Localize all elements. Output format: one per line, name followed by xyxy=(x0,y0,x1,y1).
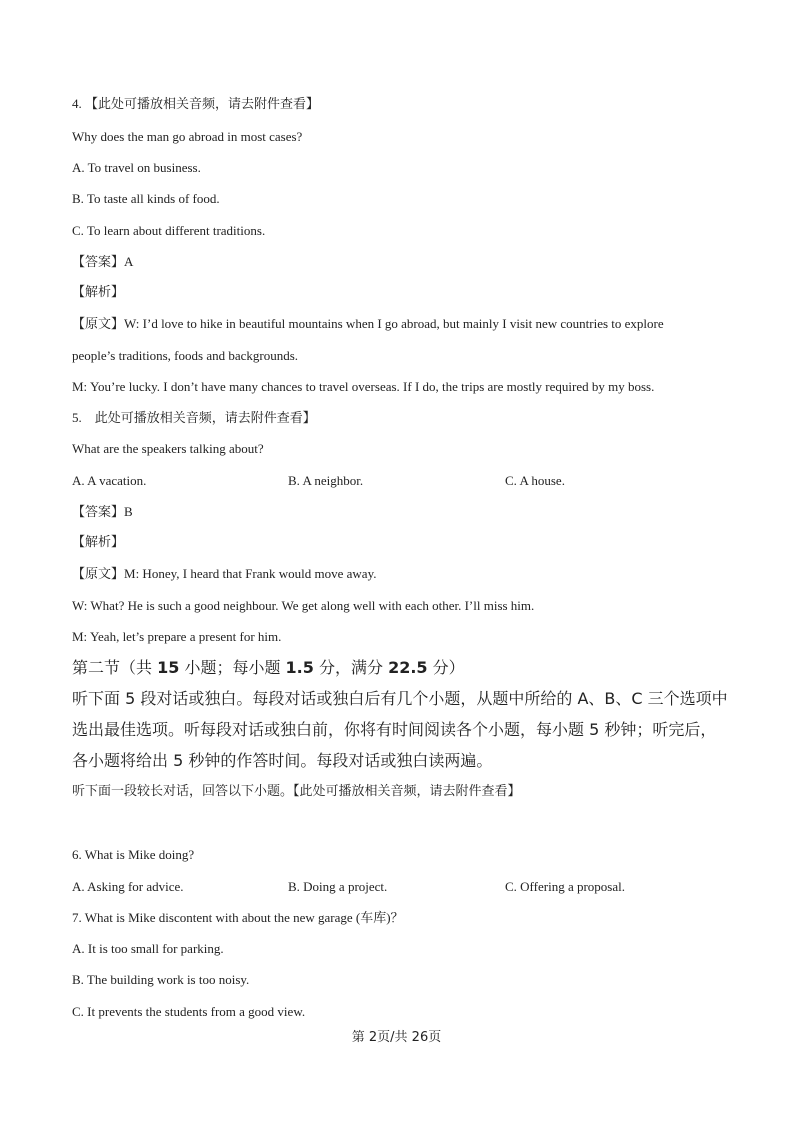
q4-transcript-line2: people’s traditions, foods and backgrounds. xyxy=(72,348,299,363)
q5-transcript-line1 xyxy=(72,566,377,583)
q4-transcript-text1: W: I’d love to hike in beautiful mountains when I go abroad, but mainly I visit new countries to explore xyxy=(124,316,664,331)
q7-question: 7. What is Mike discontent with about the new garage (车库)？ xyxy=(72,910,404,925)
q5-answer xyxy=(72,504,133,521)
q5-transcript-line3: M: Yeah, let’s prepare a present for him. xyxy=(72,629,282,644)
q5-audio-note[interactable]: 此处可播放相关音频，请去附件查看】 xyxy=(94,411,316,426)
q5-transcript-line2: W: What? He is such a good neighbour. We get along well with each other. I’ll miss him. xyxy=(72,598,535,613)
section2-title-text2: 小题；每小题 xyxy=(179,658,286,677)
q5-option-c: C. A house. xyxy=(505,473,565,488)
section2-title-text3: 分，满分 xyxy=(313,658,389,677)
section2-instruction-line1: 听下面 5 段对话或独白。每段对话或独白后有几个小题，从题中所给的 A、B、C 三个选项中 xyxy=(72,689,728,708)
section2-instruction-line2: 选出最佳选项。听每段对话或独白前，你将有时间阅读各个小题，每小题 5 秒钟；听完后， xyxy=(72,720,717,739)
q6-question: 6. What is Mike doing? xyxy=(72,847,195,862)
q6-option-b: B. Doing a project. xyxy=(288,879,388,894)
q5-option-a: A. A vacation. xyxy=(72,473,147,488)
q6-option-a: A. Asking for advice. xyxy=(72,879,184,894)
q4-option-b: B. To taste all kinds of food. xyxy=(72,191,220,206)
q5-original-label: 【原文】 xyxy=(72,567,125,582)
q4-question: Why does the man go abroad in most cases? xyxy=(72,129,303,144)
page-footer: 第 2页/共 26页 xyxy=(351,1030,442,1045)
q7-option-b: B. The building work is too noisy. xyxy=(72,972,250,987)
section2-title-count: 15 xyxy=(157,658,180,677)
section2-title-total: 22.5 xyxy=(388,658,428,677)
q4-transcript-line1 xyxy=(72,316,664,333)
q4-answer xyxy=(72,254,133,271)
section2-title xyxy=(72,658,465,678)
section2-title-text1: 第二节（共 xyxy=(72,658,158,677)
section2-title-text4: 分） xyxy=(427,658,465,677)
section2-audio-note[interactable]: 听下面一段较长对话，回答以下小题。【此处可播放相关音频，请去附件查看】 xyxy=(72,784,521,799)
q6-option-c: C. Offering a proposal. xyxy=(505,879,625,894)
q4-option-c: C. To learn about different traditions. xyxy=(72,223,266,238)
q5-answer-value: B xyxy=(124,504,133,519)
q5-answer-label: 【答案】 xyxy=(72,505,125,520)
q4-audio-note[interactable]: 【此处可播放相关音频，请去附件查看】 xyxy=(85,97,320,112)
q5-analysis-label: 【解析】 xyxy=(72,535,125,550)
q4-option-a: A. To travel on business. xyxy=(72,160,201,175)
q4-answer-value: A xyxy=(124,254,134,269)
q7-option-a: A. It is too small for parking. xyxy=(72,941,224,956)
q5-header xyxy=(72,410,316,427)
q4-transcript-line3: M: You’re lucky. I don’t have many chances to travel overseas. If I do, the trips are mostly required by my boss. xyxy=(72,379,655,394)
section2-instruction-line3: 各小题将给出 5 秒钟的作答时间。每段对话或独白读两遍。 xyxy=(72,751,493,770)
q4-header xyxy=(72,96,319,113)
q5-number: 5. xyxy=(72,410,82,425)
q5-question: What are the speakers talking about? xyxy=(72,441,264,456)
q4-original-label: 【原文】 xyxy=(72,317,125,332)
q5-option-b: B. A neighbor. xyxy=(288,473,364,488)
q4-answer-label: 【答案】 xyxy=(72,255,125,270)
q5-transcript-text1: M: Honey, I heard that Frank would move away. xyxy=(124,566,377,581)
q4-number: 4. xyxy=(72,96,82,111)
q4-analysis-label: 【解析】 xyxy=(72,285,125,300)
section2-title-points: 1.5 xyxy=(285,658,314,677)
q7-option-c: C. It prevents the students from a good view. xyxy=(72,1004,306,1019)
